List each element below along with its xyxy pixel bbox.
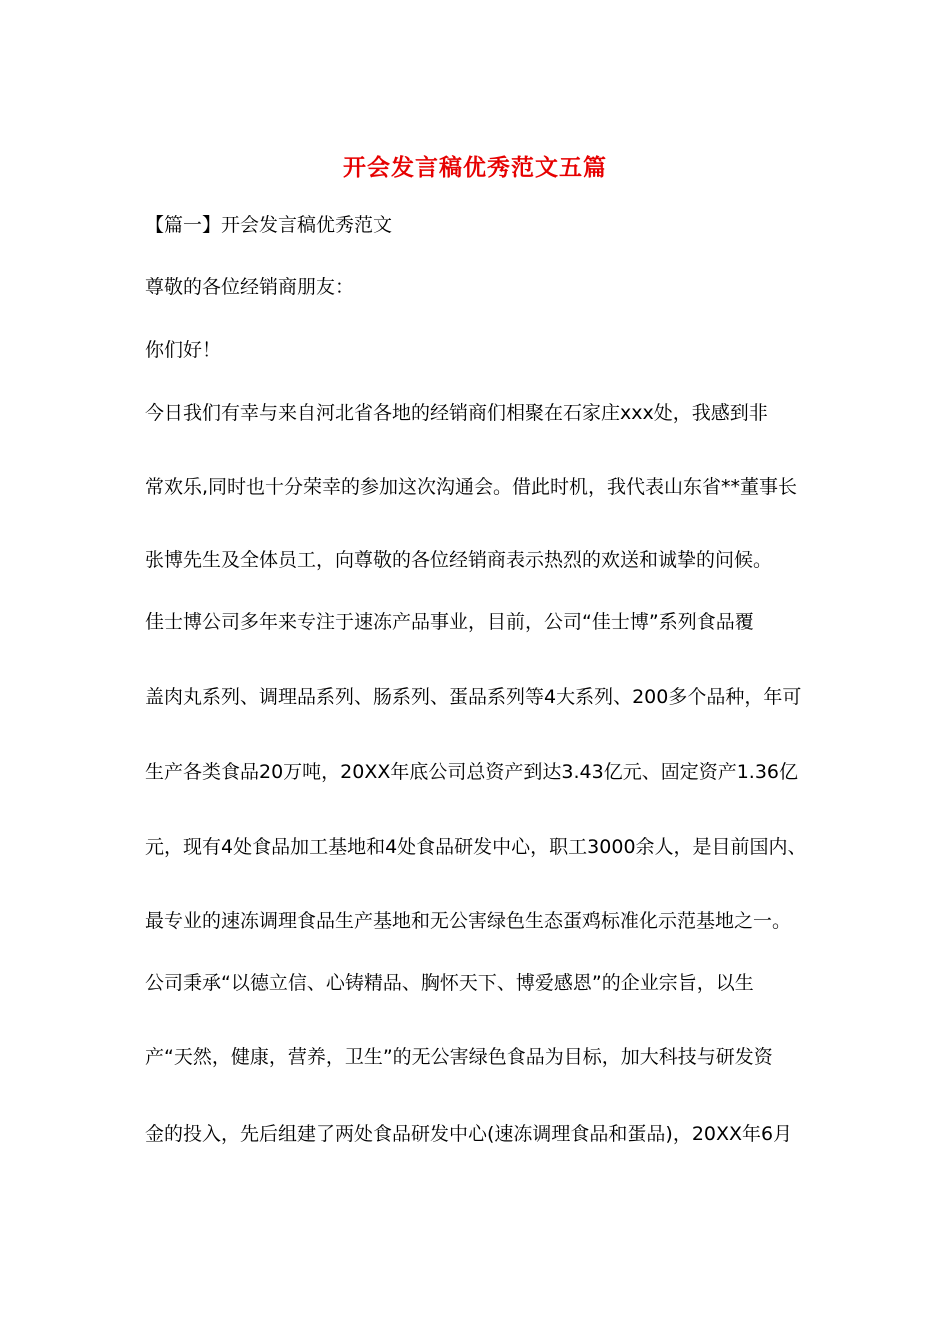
document-title: 开会发言稿优秀范文五篇 [343, 154, 607, 181]
paragraph-line: 公司秉承“以德立信、心铸精品、胸怀天下、博爱感恩”的企业宗旨，以生 [145, 972, 754, 994]
paragraph-line: 佳士博公司多年来专注于速冻产品事业，目前，公司“佳士博”系列食品覆 [145, 611, 754, 633]
paragraph-line: 常欢乐,同时也十分荣幸的参加这次沟通会。借此时机，我代表山东省**董事长 [145, 476, 798, 498]
paragraph-line: 盖肉丸系列、调理品系列、肠系列、蛋品系列等4大系列、200多个品种，年可 [145, 686, 802, 708]
section-heading: 【篇一】开会发言稿优秀范文 [145, 214, 393, 236]
paragraph-line: 尊敬的各位经销商朋友： [145, 276, 355, 298]
paragraph-line: 生产各类食品20万吨，20XX年底公司总资产到达3.43亿元、固定资产1.36亿 [145, 761, 798, 783]
paragraph-line: 张博先生及全体员工，向尊敬的各位经销商表示热烈的欢送和诚挚的问候。 [145, 549, 773, 571]
paragraph-line: 最专业的速冻调理食品生产基地和无公害绿色生态蛋鸡标准化示范基地之一。 [145, 910, 792, 932]
paragraph-line: 你们好！ [145, 339, 222, 361]
paragraph-line: 产“天然，健康，营养，卫生”的无公害绿色食品为目标，加大科技与研发资 [145, 1046, 773, 1068]
paragraph-line: 金的投入，先后组建了两处食品研发中心(速冻调理食品和蛋品)，20XX年6月 [145, 1123, 793, 1145]
paragraph-line: 今日我们有幸与来自河北省各地的经销商们相聚在石家庄xxx处，我感到非 [145, 402, 768, 424]
paragraph-line: 元，现有4处食品加工基地和4处食品研发中心，职工3000余人，是目前国内、 [145, 836, 807, 858]
